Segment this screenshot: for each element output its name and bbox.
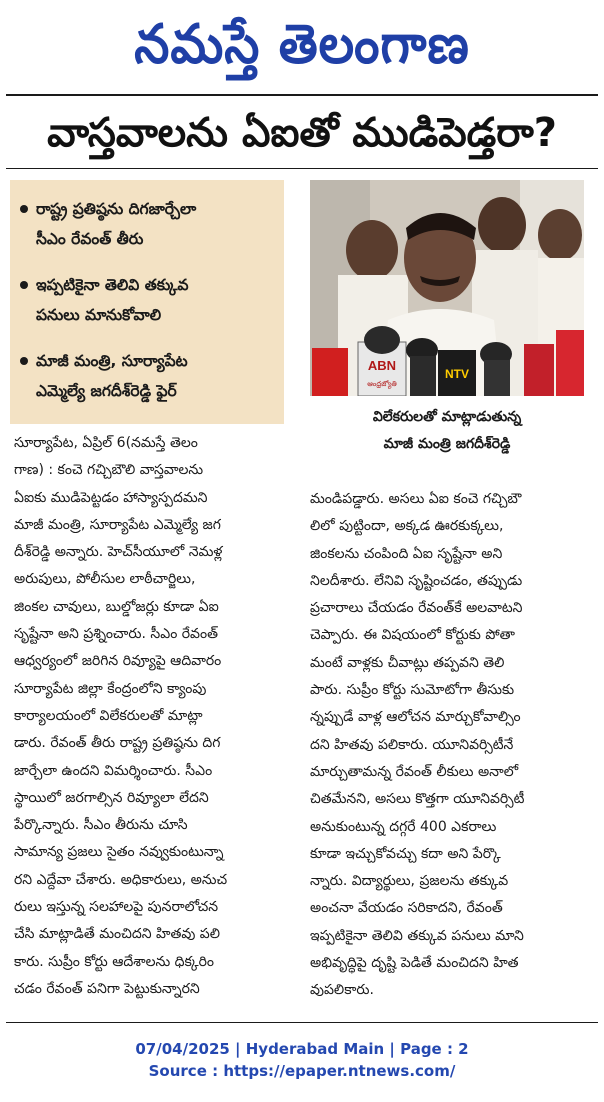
article-column-left: సూర్యాపేట, ఏప్రిల్ 6(నమస్తే తెలం గాణ) : కంచె గచ్చిబౌలి వాస్తవాలను ఏఐకు ముడిపెట్టడం హాస్యాస్పదమని మాజీ మంత్రి, సూర్యాపేట ఎమ్మెల్యే జగ దీశ్‌రెడ్డి అన్నారు. హెచ్‌సీయూలో నెమళ్ల అరుపులు, పోలీసుల లాఠీచార్జిలు, జింకల చావులు, బుల్డోజర్లు కూడా ఏఐ సృష్టేనా అని ప్రశ్నించారు. సీఎం రేవంత్ ఆధ్వర్యంలో జరిగిన రివ్యూపై ఆదివారం సూర్యాపేట జిల్లా కేంద్రంలోని క్యాంపు కార్యాలయంలో విలేకరులతో మాట్లా డారు. రేవంత్ తీరు రాష్ట్ర ప్రతిష్ఠను దిగ జార్చేలా ఉందని విమర్శించారు. సీఎం స్థాయిలో జరగాల్సిన రివ్యూలా లేదని పేర్కొన్నారు. సీఎం తీరును చూసి సామాన్య ప్రజలు సైతం నవ్వుకుంటున్నా రని ఎద్దేవా చేశారు. అధికారులు, అనుచ రులు ఇస్తున్న సలహాలపై పునరాలోచన చేసి మాట్లాడితే మంచిదని హితవు పలి కారు. సుప్రీం కోర్టు ఆదేశాలను ధిక్కరిం చడం రేవంత్ పనిగా పెట్టుకున్నారని <box>14 435 228 997</box>
bullet-dot-icon <box>20 357 28 365</box>
headline-rule <box>6 168 598 169</box>
headline: వాస్తవాలను ఏఐతో ముడిపెడ్తరా? <box>47 110 557 156</box>
footer-edition-line: 07/04/2025 | Hyderabad Main | Page : 2 <box>135 1040 469 1058</box>
bullet-dot-icon <box>20 205 28 213</box>
article-column-right: మండిపడ్డారు. అసలు ఏఐ కంచె గచ్చిబౌ లిలో పుట్టిందా, అక్కడ ఊరకుక్కలు, జింకలను చంపింది ఏఐ సృష్టేనా అని నిలదీశారు. లేనివి సృష్టించడం, తప్పుడు ప్రచారాలు చేయడం రేవంత్‌కే అలవాటని చెప్పారు. ఈ విషయంలో కోర్టుకు పోతా మంటే వాళ్లకు చీవాట్లు తప్పవని తెలి పారు. సుప్రీం కోర్టు సుమోటోగా తీసుకు న్నప్పుడే వాళ్ల ఆలోచన మార్చుకోవాల్సిం దని హితవు పలికారు. యూనివర్సిటీనే మార్చుతామన్న రేవంత్ లీకులు అనాలో చితమేనని, అసలు కొత్తగా యూనివర్సిటీ అనుకుంటున్న దగ్గరే 400 ఎకరాలు కూడా ఇచ్చుకోవచ్చు కదా అని పేర్కొ న్నారు. విద్యార్థులు, ప్రజలను తక్కువ అంచనా వేయడం సరికాదని, రేవంత్ ఇప్పటికైనా తెలివి తక్కువ పనులు మాని అభివృద్ధిపై దృష్టి పెడితే మంచిదని హిత వుపలికారు. <box>310 491 525 999</box>
footer-rule <box>6 1022 598 1023</box>
bullet-dot-icon <box>20 281 28 289</box>
footer-source-link[interactable]: Source : https://epaper.ntnews.com/ <box>148 1062 456 1080</box>
highlights-box <box>10 180 284 424</box>
highlight-item-1: రాష్ట్ర ప్రతిష్ఠను దిగజార్చేలా సీఎం రేవంత్ తీరు <box>20 194 280 254</box>
masthead: నమస్తే తెలంగాణ <box>134 11 470 76</box>
highlight-item-3: మాజీ మంత్రి, సూర్యాపేట ఎమ్మెల్యే జగదీశ్‌రెడ్డి ఫైర్ <box>20 346 280 406</box>
highlight-item-2: ఇప్పటికైనా తెలివి తక్కువ పనులు మానుకోవాలి <box>20 270 280 330</box>
top-rule <box>6 94 598 96</box>
press-conference-photo <box>310 180 584 396</box>
photo-caption: విలేకరులతో మాట్లాడుతున్న మాజీ మంత్రి జగదీశ్‌రెడ్డి <box>372 409 522 452</box>
mic-label-abn-sub: ఆంధ్రజ్యోతి <box>367 380 397 388</box>
news-photo <box>310 180 584 396</box>
mic-label-abn: ABN <box>367 358 397 373</box>
mic-label-ntv: NTV <box>445 367 469 381</box>
